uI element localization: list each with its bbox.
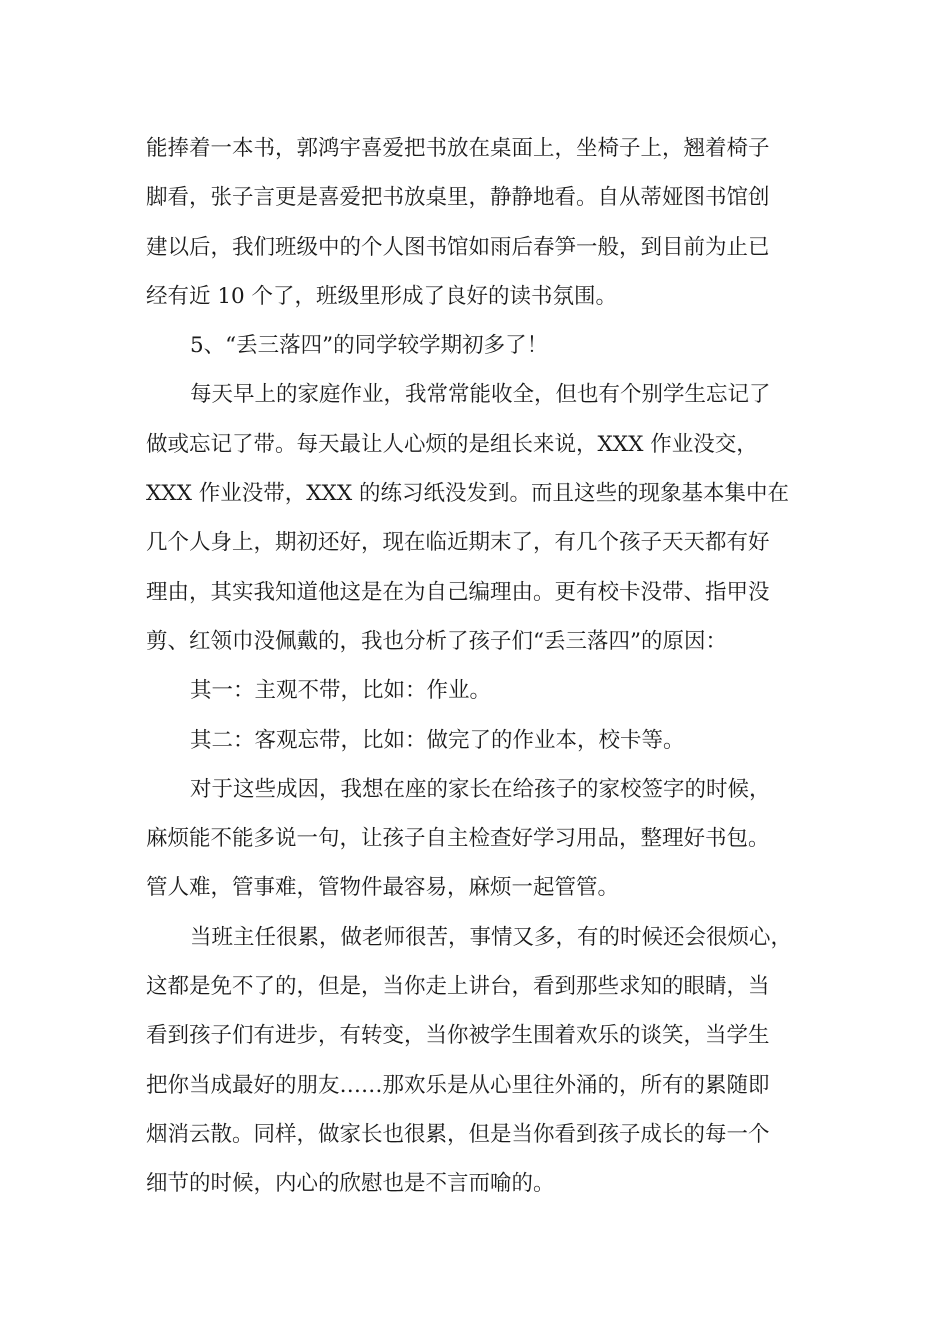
section-heading: 5、“丢三落四”的同学较学期初多了！ bbox=[190, 333, 549, 359]
text-line: 理由，其实我知道他这是在为自己编理由。更有校卡没带、指甲没 bbox=[146, 579, 770, 605]
text-line: 建以后，我们班级中的个人图书馆如雨后春笋一般，到目前为止已 bbox=[146, 234, 770, 260]
text-line: 其一：主观不带，比如：作业。 bbox=[190, 678, 492, 704]
text-line: 细节的时候，内心的欣慰也是不言而喻的。 bbox=[146, 1171, 555, 1197]
text-line: 其二：客观忘带，比如：做完了的作业本，校卡等。 bbox=[190, 727, 685, 753]
text-line: 管人难，管事难，管物件最容易，麻烦一起管管。 bbox=[146, 875, 620, 901]
text-line: 烟消云散。同样，做家长也很累，但是当你看到孩子成长的每一个 bbox=[146, 1121, 770, 1147]
text-line: XXX 作业没带，XXX 的练习纸没发到。而且这些的现象基本集中在 bbox=[146, 481, 790, 507]
text-line: 做或忘记了带。每天最让人心烦的是组长来说，XXX 作业没交， bbox=[146, 431, 758, 457]
text-line: 剪、红领巾没佩戴的，我也分析了孩子们“丢三落四”的原因： bbox=[146, 628, 727, 654]
text-line: 每天早上的家庭作业，我常常能收全，但也有个别学生忘记了 bbox=[190, 382, 771, 408]
text-line: 能捧着一本书，郭鸿宇喜爱把书放在桌面上，坐椅子上，翘着椅子 bbox=[146, 136, 770, 161]
text-line: 麻烦能不能多说一句，让孩子自主检查好学习用品，整理好书包。 bbox=[146, 826, 770, 852]
text-line: 经有近 10 个了，班级里形成了良好的读书氛围。 bbox=[146, 283, 618, 309]
text-line: 看到孩子们有进步，有转变，当你被学生围着欢乐的谈笑，当学生 bbox=[146, 1023, 770, 1049]
text-line: 把你当成最好的朋友……那欢乐是从心里往外涌的，所有的累随即 bbox=[146, 1072, 770, 1098]
text-line: 脚看，张子言更是喜爱把书放桌里，静静地看。自从蒂娅图书馆创 bbox=[146, 185, 770, 211]
body-text bbox=[146, 124, 806, 1209]
text-line: 这都是免不了的，但是，当你走上讲台，看到那些求知的眼睛，当 bbox=[146, 974, 770, 1000]
text-line: 对于这些成因，我想在座的家长在给孩子的家校签字的时候， bbox=[190, 776, 771, 802]
text-line: 当班主任很累，做老师很苦，事情又多，有的时候还会很烦心， bbox=[190, 924, 793, 950]
text-line: 几个人身上，期初还好，现在临近期末了，有几个孩子天天都有好 bbox=[146, 530, 770, 556]
